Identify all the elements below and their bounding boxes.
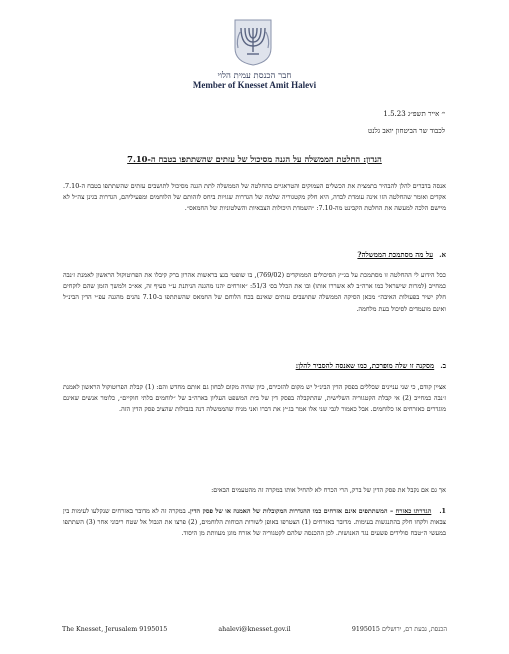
- item-1-bold-part: – המשתתפים אינם אזרחים כמו ההגדרות המקובלות של האמנה או של פסק הדין.: [187, 507, 396, 515]
- section-b-number: ב.: [440, 361, 446, 370]
- letter-recipient: לכבוד שר הביטחון יואב גלנט: [368, 127, 445, 135]
- section-b-lead: אך גם אם נקבל את פסק הדין של ברק, הרי הכרח לא להחיל אותו במקרה זה מהטעמים הבאים:: [211, 486, 446, 494]
- footer-email: ahalevi@knesset.gov.il: [218, 626, 291, 633]
- footer-address-english: The Knesset, Jerusalem 9195015: [62, 626, 168, 633]
- item-1-paragraph: [63, 506, 446, 540]
- section-a-heading: [357, 250, 446, 259]
- letter-date: י׳ אייר תשפ״ג 1.5.23: [383, 110, 445, 118]
- letterhead-english-name: Member of Knesset Amit Halevi: [192, 80, 317, 90]
- letterhead-hebrew-name: חבר הכנסת עמית הלוי: [217, 71, 292, 81]
- section-a-title: על מה מסתמכת הממשלה?: [357, 250, 434, 259]
- item-1-lead: הגדרתו כאזרח: [395, 507, 432, 515]
- section-a-number: א.: [439, 250, 446, 259]
- section-b-heading: [296, 361, 446, 370]
- item-1-text: במקרה זה לא מדובר באזרחים שנקלעו לעימות בין צבאות ולקחו חלק בהתנגשות בעימות. מדובר באזרחים (1) הצטרפו באופן לשורות הכוחות הלוחמים, (2) פרצו את הגבול אל שטח ריבוני אחר (3) השתתפו במעשי ה״טבח סולידים פשעים נגד האנושות. לכן ההכנסה שלהם לקטגוריה של אזרח מוגן מעוותת מן היסוד.: [63, 507, 447, 538]
- section-a-paragraph: ככל הידוע לי ההחלטה זו מסתמכת על בג״ץ הסיכולים הממוקדים (769/02), בו שופטי בגצ בראשות אהרון ברק קיבלו את הפרוטוקול הראשון לאמנת ז׳נבה כמחייב (למרות שישראל כמו ארה״ב לא אשררו אותו) ובו את הכלל בס׳ 51/3: ״אזרחים יהנו מהגנה הניתנת ע״י סעיף זה, אא״כ ולמשך הזמן שהם לוקחים חלק ישיר בפעולות האיבה״ מכאן הסיקה הממשלה שתושבים עזתים שאינם בכח הלוחם של החמאס שהשתתפו ב-7.10 נהנים מהגנה עפ״י הדין הבינ״ל ואינם מועמדים לסיכול בעת מלחמה.: [63, 271, 446, 313]
- section-b-paragraph: אציין קודם, כי שני עניינים שכללים בפסק הדין הבינ״ל יש מקום להזכירם, כיון שהיה מקום לבחון גם אותם מחדש והם: (1) קבלת הפרוטוקול הראשון לאמנת ז׳נבה כמחייב (2) אי קבלת הקטגוריה השלישית, שהתקבלה בפסק דין של בית המשפט העליון בארה״ב של ״לוחמים בלתי חוקיים״, כלומר אנשים שאינם מוגדרים כאזרחים או כלוחמים. אבל כאמור לגבי שני אלו אמר בג״ץ את דברו ואני מניח שהממשלה דנה בגבולות שהציב פסק הדין הזה.: [63, 383, 447, 414]
- section-b-title: מסקנה זו שלה מופרכת, כמו שאנסה להסביר להלן:: [295, 361, 435, 370]
- intro-paragraph: אנסה בדברים להלן להבהיר בתמצית את הכשלים העמוקים והטראגיים בהחלטה של הממשלה לתת הגנה מסיכול לתושבים עזתים שהשתתפו בטבח ה-7.10. אקדים ואומר שהחלטה הזו אינה עומדת לבדה, היא חלק מקטגוריה שלמה של הגדרות שגויות ביחס לזהותם של הלוחמים ומפעיליהם, הגדרות בגינן צה״ל לא מיישם הלכה למעשה את החלטת הקבינט מה-7.10: ״השמדת היכולות הצבאיות והשלטוניות של החמאס״.: [63, 182, 446, 213]
- letter-subject: הנדון: החלטת הממשלה על הגנה מסיכול של עזתים שהשתתפו בטבח ה-7.10: [127, 154, 382, 164]
- knesset-menorah-emblem-icon: [232, 18, 274, 66]
- footer-address-hebrew: הכנסת, גבעת רם, ירושלים 9195015: [351, 626, 447, 633]
- item-1-number: 1.: [439, 507, 446, 515]
